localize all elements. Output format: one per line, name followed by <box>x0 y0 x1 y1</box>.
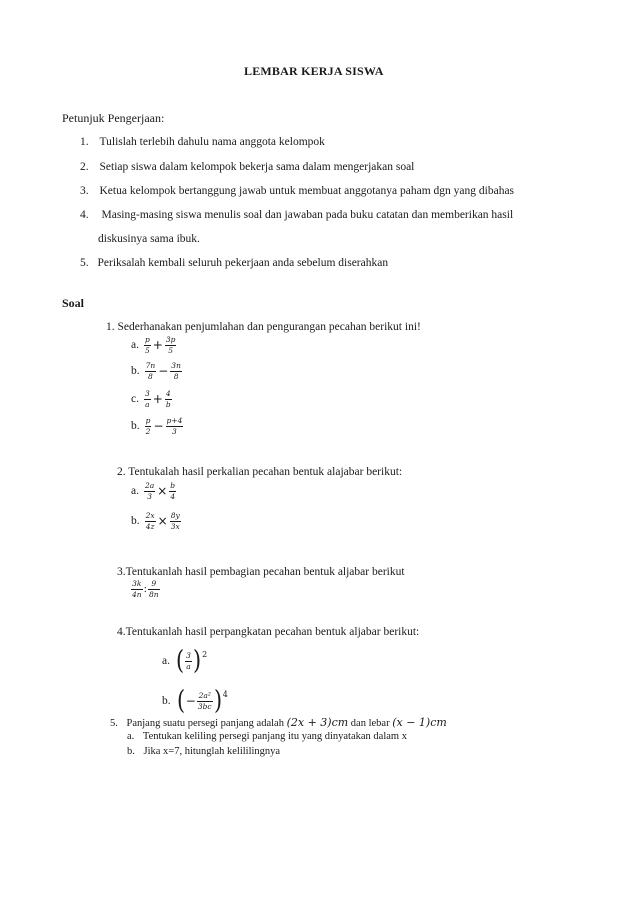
operator: + <box>152 338 163 352</box>
fraction: $\frac{\text{2a²}}{3bc}$ <box>197 691 212 711</box>
fraction: $\frac{3p}{5}$ <box>165 335 176 355</box>
item-label: b. <box>131 515 140 527</box>
fraction: $\frac{p+4}{3}$ <box>166 416 183 436</box>
question-2-text: 2. Tentukalah hasil perkalian pecahan bentuk alajabar berikut: <box>117 466 403 478</box>
instruction-text: Setiap siswa dalam kelompok bekerja sama dalam mengerjakan soal <box>99 161 415 173</box>
operator: − <box>185 694 196 708</box>
instruction-item <box>80 185 514 197</box>
q1-item-c <box>131 390 172 408</box>
instruction-number: 4. <box>80 209 89 221</box>
fraction: $\frac{2x}{4z}$ <box>145 511 155 531</box>
fraction: $\frac{3k}{4n}$ <box>132 579 142 599</box>
item-label: b. <box>131 420 140 432</box>
operator: + <box>152 392 163 406</box>
fraction: $\frac{7n}{8}$ <box>145 361 156 381</box>
right-paren: ) <box>192 646 202 676</box>
soal-heading: Soal <box>62 296 85 310</box>
item-label: c. <box>131 393 139 405</box>
instruction-number: 5. <box>80 257 89 269</box>
instruction-item <box>80 136 325 148</box>
instruction-continuation: diskusinya sama ibuk. <box>98 233 200 245</box>
operator: : <box>143 583 147 595</box>
fraction: $\frac{3}{a}$ <box>144 389 150 409</box>
instruction-text: Ketua kelompok bertanggung jawab untuk membuat anggotanya paham dgn yang dibahas <box>99 185 515 197</box>
instructions-heading: Petunjuk Pengerjaan: <box>62 111 165 125</box>
instruction-number: 3. <box>80 185 89 197</box>
instruction-text: Masing-masing siswa menulis soal dan jawaban pada buku catatan dan memberikan hasil <box>101 209 514 221</box>
fraction: $\frac{p}{2}$ <box>145 416 151 436</box>
right-paren: ) <box>213 686 222 716</box>
page-title: LEMBAR KERJA SISWA <box>244 64 384 78</box>
item-label: b. <box>127 746 135 757</box>
q2-item-b <box>131 512 181 530</box>
fraction: $\frac{8y}{3x}$ <box>170 511 180 531</box>
left-paren: ( <box>176 686 185 716</box>
left-paren: ( <box>176 646 185 676</box>
exponent: 2 <box>202 649 208 659</box>
item-label: b. <box>131 365 140 377</box>
operator: − <box>158 364 169 378</box>
q3-expression <box>131 580 160 598</box>
instruction-item <box>80 257 388 269</box>
item-label: a. <box>131 485 139 497</box>
question-1-text: 1. Sederhanakan penjumlahan dan pengurangan pecahan berikut ini! <box>106 321 421 333</box>
item-text: Tentukan keliling persegi panjang itu yang dinyatakan dalam x <box>142 731 407 742</box>
q1-item-d <box>131 417 183 435</box>
fraction: $\frac{3n}{8}$ <box>171 361 181 381</box>
instruction-item <box>80 209 513 221</box>
item-label: b. <box>162 695 171 707</box>
instruction-item <box>80 161 414 173</box>
fraction: $\frac{3}{a}$ <box>186 651 191 671</box>
q5-sub-a <box>127 731 407 742</box>
q2-item-a <box>131 482 176 500</box>
instruction-text: Periksalah kembali seluruh pekerjaan anda sebelum diserahkan <box>97 257 389 269</box>
q4-item-a <box>162 648 207 674</box>
instruction-number: 1. <box>80 136 89 148</box>
instruction-text: Tulislah terlebih dahulu nama anggota kelompok <box>99 136 325 148</box>
question-4-text: 4.Tentukanlah hasil perpangkatan pecahan bentuk aljabar berikut: <box>117 626 420 638</box>
fraction: $\frac{9}{8n}$ <box>148 579 159 599</box>
q5-sub-b <box>127 746 280 757</box>
item-label: a. <box>162 655 170 667</box>
q1-item-a <box>131 336 176 354</box>
item-label: a. <box>131 339 139 351</box>
exponent: 4 <box>222 689 228 699</box>
question-5-text <box>110 716 447 729</box>
operator: × <box>157 484 168 498</box>
question-text: dan lebar <box>350 718 390 729</box>
question-3-text: 3.Tentukanlah hasil pembagian pecahan bentuk aljabar berikut <box>117 566 405 578</box>
question-text: Panjang suatu persegi panjang adalah <box>126 718 284 729</box>
operator: × <box>157 514 168 528</box>
length-expression: (2x + 3)cm <box>286 716 349 729</box>
fraction: $\frac{4}{b}$ <box>165 389 171 409</box>
width-expression: (x − 1)cm <box>392 716 447 729</box>
operator: − <box>153 419 164 433</box>
question-number: 5. <box>110 718 118 729</box>
item-label: a. <box>127 731 135 742</box>
fraction: $\frac{p}{5}$ <box>144 335 150 355</box>
instruction-number: 2. <box>80 161 89 173</box>
q4-item-b <box>162 688 228 714</box>
item-text: Jika x=7, hitunglah kelililingnya <box>143 746 281 757</box>
fraction: $\frac{b}{4}$ <box>170 481 176 501</box>
fraction: $\frac{2a}{3}$ <box>144 481 155 501</box>
q1-item-b <box>131 362 182 380</box>
